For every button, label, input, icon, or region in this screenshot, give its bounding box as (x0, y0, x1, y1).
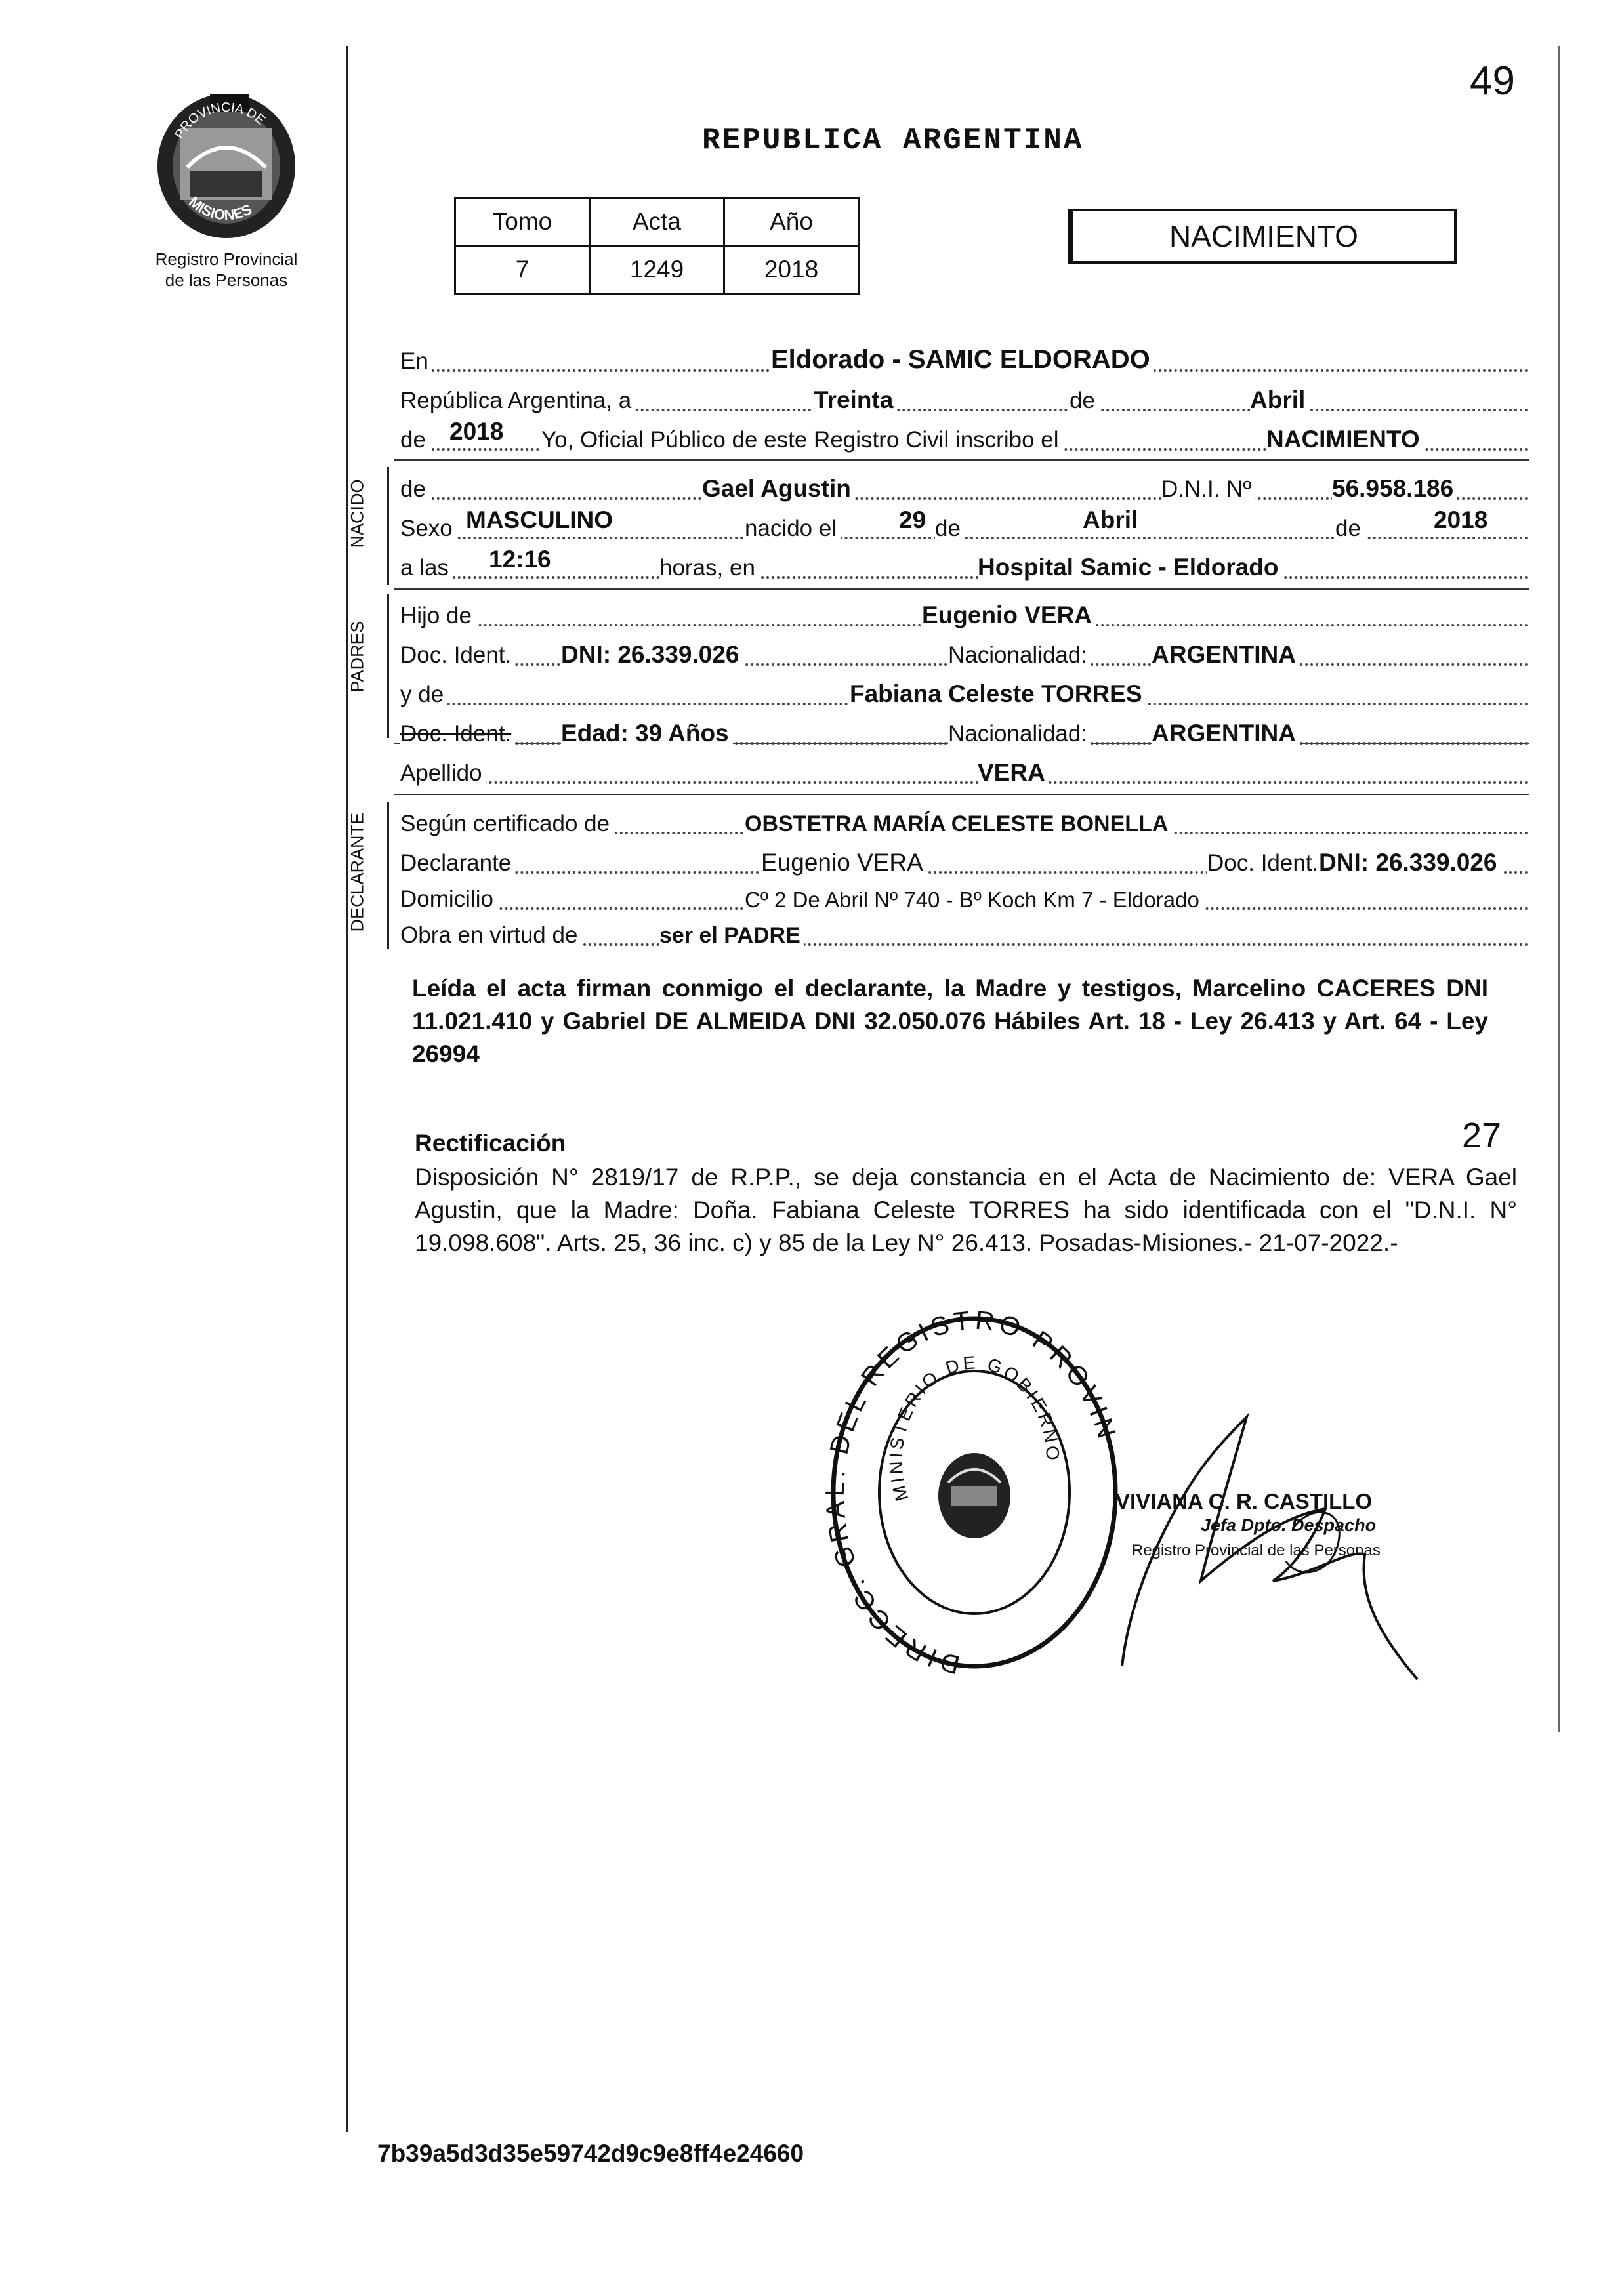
obra-label: Obra en virtud de (400, 922, 581, 949)
republica-label: República Argentina, a (400, 388, 635, 414)
document-hash: 7b39a5d3d35e59742d9c9e8ff4e24660 (377, 2140, 804, 2167)
certifier: OBSTETRA MARÍA CELESTE BONELLA (745, 811, 1172, 837)
declarante-label: Declarante (400, 850, 515, 876)
mother-name: Fabiana Celeste TORRES (850, 680, 1146, 708)
father-doc: DNI: 26.339.026 (561, 641, 743, 668)
registry-line-1: Registro Provincial (155, 249, 298, 269)
birth-place: Hospital Samic - Eldorado (978, 554, 1282, 581)
left-margin-line (346, 46, 348, 2132)
padres-bracket (387, 594, 389, 738)
obra-value: ser el PADRE (659, 923, 804, 949)
page-number: 49 (1470, 58, 1515, 104)
alas-label: a las (400, 555, 453, 581)
birth-month: Abril (1083, 506, 1142, 534)
dni-label: D.N.I. Nº (1161, 476, 1255, 502)
mother-nationality: ARGENTINA (1152, 720, 1300, 747)
registration-year: 2018 (449, 418, 507, 445)
book-reference-table (454, 197, 860, 295)
de-label: de (1070, 388, 1099, 414)
declarant-name: Eugenio VERA (761, 849, 927, 876)
record-type-box (1071, 209, 1457, 264)
record-type: NACIMIENTO (1169, 219, 1358, 253)
father-nationality: ARGENTINA (1152, 641, 1300, 668)
row-place (400, 339, 1529, 379)
divider-4 (394, 794, 1529, 795)
closing-statement: Leída el acta firman conmigo el declarante, la Madre y testigos, Marcelino CACERES DNI 11.021.410 y Gabriel DE ALMEIDA DNI 32.050.076 Hábiles Art. 18 - Ley 26.413 y Art. 64 - Ley 26994 (412, 975, 1488, 1067)
child-de-label: de (400, 476, 430, 502)
anio-value: 2018 (724, 246, 859, 294)
declarant-doc-label: Doc. Ident. (1207, 850, 1322, 876)
rectification-number: 27 (1462, 1116, 1502, 1155)
row-date (400, 379, 1529, 418)
acta-value: 1249 (590, 246, 724, 294)
nacido-label: nacido el (745, 516, 841, 542)
birth-de-label-2: de (1335, 516, 1365, 542)
yde-label: y de (400, 682, 447, 708)
row-certificate (400, 802, 1529, 841)
sexo-label: Sexo (400, 516, 457, 542)
registration-day: Treinta (814, 386, 897, 414)
hijo-label: Hijo de (400, 603, 476, 629)
row-year (400, 418, 1529, 457)
signatory-name: VIVIANA C. R. CASTILLO (1115, 1489, 1373, 1513)
section-label-padres: PADRES (347, 621, 367, 693)
right-margin-line (1558, 46, 1560, 1732)
row-father-doc (400, 633, 1529, 672)
father-nat-label: Nacionalidad: (948, 642, 1091, 668)
apellido-label: Apellido (400, 760, 486, 787)
row-obra (400, 913, 1529, 953)
rectification-title: Rectificación (415, 1130, 566, 1157)
mother-doc-label-struck: Doc. Ident. (400, 721, 515, 747)
row-address (400, 877, 1529, 916)
rectification-body: Disposición N° 2819/17 de R.P.P., se deja constancia en el Acta de Nacimiento de: VERA Gael Agustin, que la Madre: Doña. Fabiana Celeste TORRES ha sido identificada con el "D.N.I. N° 19.098.608". Arts. 25, 36 inc. c) y 85 de la Ley N° 26.413. Posadas-Misiones.- 21-07-2022.- (415, 1164, 1517, 1256)
anio-header: Año (724, 198, 859, 246)
child-name: Gael Agustin (702, 475, 855, 502)
row-child-name (400, 467, 1529, 506)
father-name: Eugenio VERA (922, 602, 1096, 629)
act-type: NACIMIENTO (1266, 426, 1424, 453)
cert-label: Según certificado de (400, 811, 613, 837)
birth-hour: 12:16 (489, 546, 555, 573)
nacido-bracket (387, 467, 389, 585)
declarant-doc: DNI: 26.339.026 (1319, 849, 1501, 876)
birth-year: 2018 (1434, 506, 1491, 534)
registry-line-2: de las Personas (165, 270, 288, 290)
registry-place: Eldorado - SAMIC ELDORADO (771, 345, 1154, 375)
birth-day: 29 (899, 506, 930, 534)
birth-de-label: de (935, 516, 965, 542)
tomo-header: Tomo (455, 198, 590, 246)
child-sex: MASCULINO (466, 506, 617, 534)
seal-top-text: PROVINCIA DE (172, 100, 268, 142)
provincial-seal (151, 89, 302, 243)
mother-nat-label: Nacionalidad: (948, 721, 1091, 747)
document-title: REPUBLICA ARGENTINA (702, 123, 1084, 157)
domicilio-label: Domicilio (400, 886, 497, 912)
section-label-nacido: NACIDO (347, 479, 367, 548)
section-label-declarante: DECLARANTE (347, 812, 367, 932)
address: Cº 2 De Abril Nº 740 - Bº Koch Km 7 - Eldorado (745, 888, 1203, 912)
year-de-label: de (400, 427, 430, 453)
row-mother (400, 672, 1529, 712)
divider-2 (394, 588, 1529, 590)
row-child-sex (400, 506, 1529, 546)
declarante-bracket (387, 802, 389, 949)
row-mother-doc (400, 712, 1529, 751)
row-father (400, 594, 1529, 633)
row-birth-time (400, 546, 1529, 585)
acta-header: Acta (590, 198, 724, 246)
father-doc-label: Doc. Ident. (400, 642, 515, 668)
signatory-org: Registro Provincial de las Personas (1132, 1542, 1381, 1559)
horas-label: horas, en (659, 555, 759, 581)
seal-bottom-text: MISIONES (186, 193, 255, 224)
tomo-value: 7 (455, 246, 590, 294)
signatory-title: Jefa Dpto. Despacho (1201, 1515, 1377, 1535)
child-dni: 56.958.186 (1332, 475, 1457, 502)
en-label: En (400, 348, 432, 375)
row-declarant (400, 841, 1529, 880)
inscribo-text: Yo, Oficial Público de este Registro Civil inscribo el (541, 427, 1063, 453)
surname: VERA (978, 759, 1049, 787)
stamp-inner-text: MINISTERIO DE GOBIERNO (885, 1352, 1064, 1504)
stamp-outer-text: DIRECC. GRAL. DEL REGISTRO PROVIN (823, 1309, 1123, 1676)
divider-1 (394, 459, 1529, 461)
registration-month: Abril (1250, 386, 1309, 414)
row-surname (400, 751, 1529, 790)
mother-doc: Edad: 39 Años (561, 720, 733, 747)
